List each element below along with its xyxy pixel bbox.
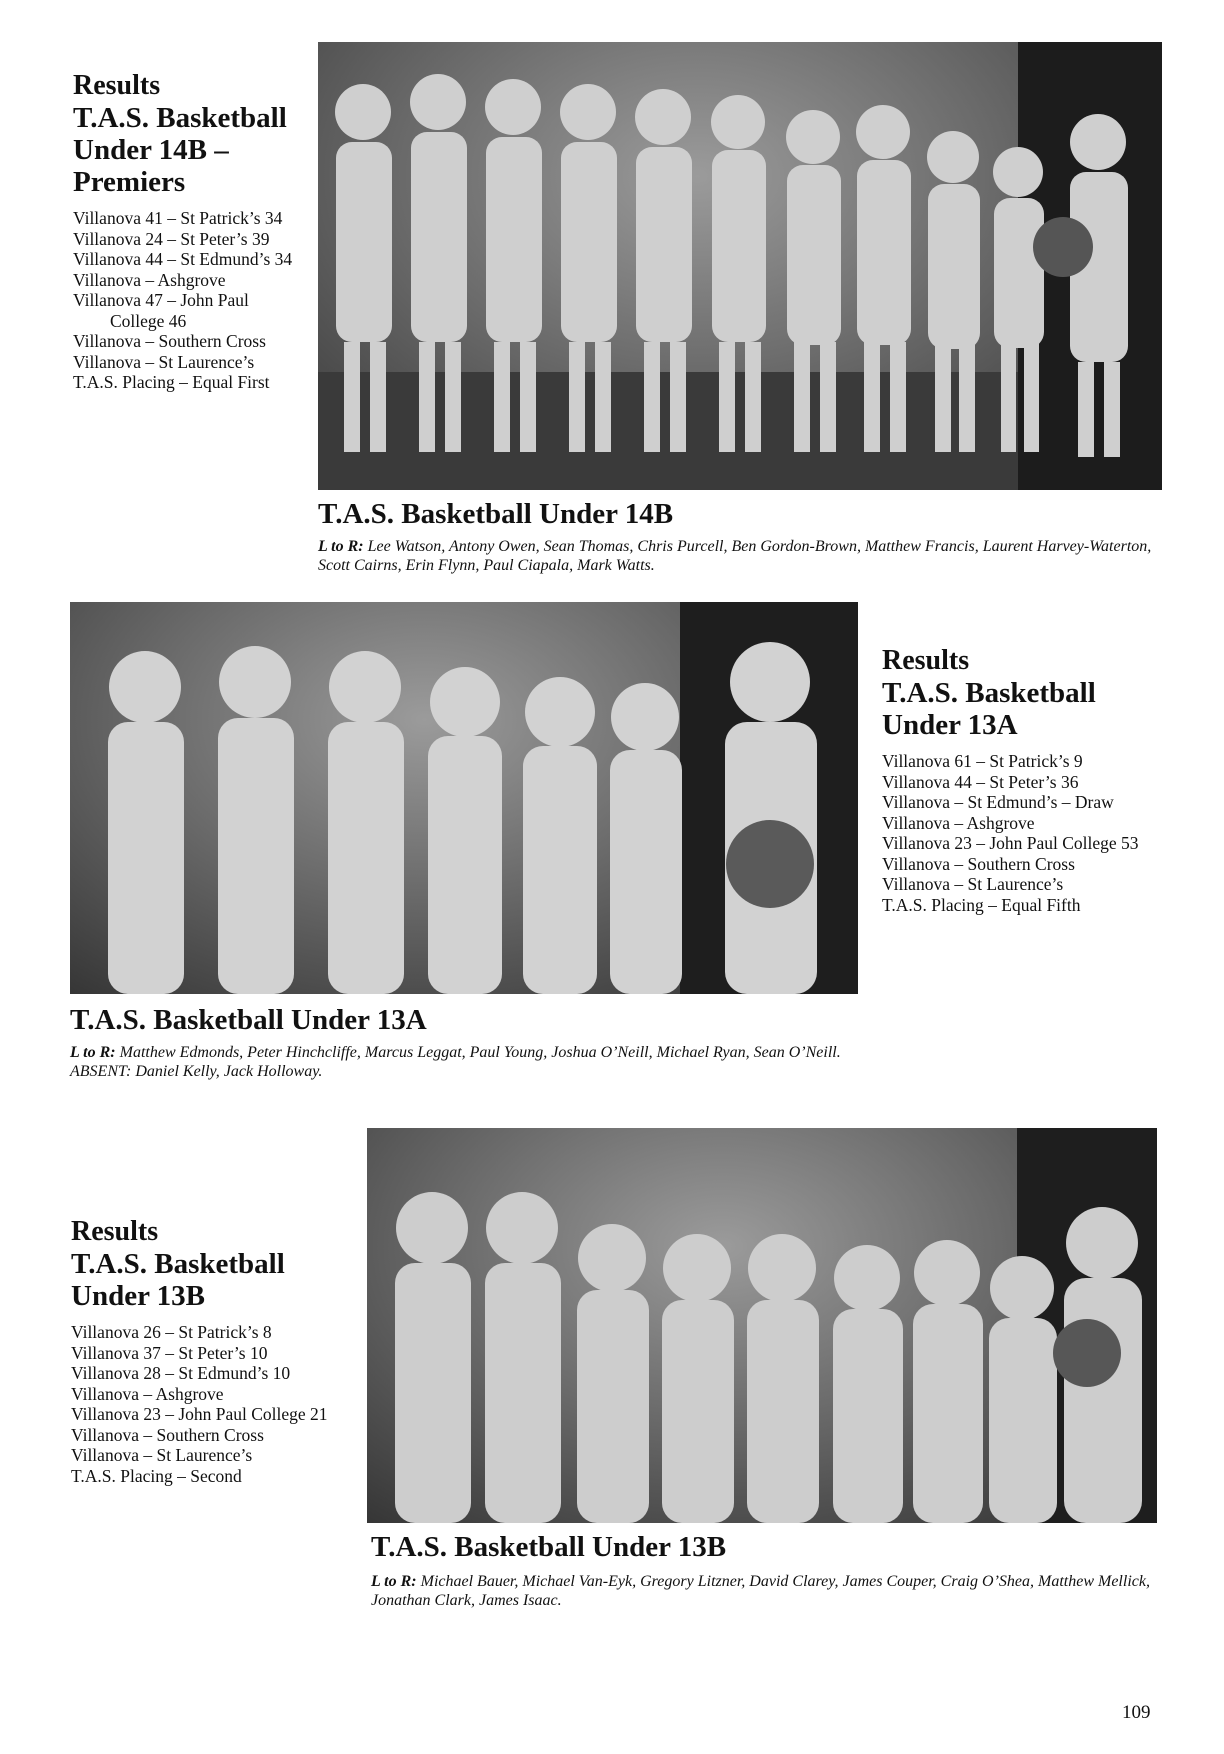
result-item: Villanova 44 – St Peter’s 36 <box>882 771 1079 792</box>
result-item: T.A.S. Placing – Equal First <box>73 372 270 392</box>
result-item: Villanova – St Laurence’s <box>73 351 255 372</box>
result-item: Villanova 28 – St Edmund’s 10 <box>71 1363 291 1383</box>
results-title: T.A.S. Basketball Under 13A <box>882 677 1096 741</box>
caption-names: Michael Bauer, Michael Van-Eyk, Gregory Litzner, David Clarey, James Couper, Craig O’Shea, Matthew Mellick, Jonathan Clark, James Isaac. <box>371 1573 1150 1609</box>
caption-names: Lee Watson, Antony Owen, Sean Thomas, Chris Purcell, Ben Gordon-Brown, Matthew Francis, Laurent Harvey-Waterton, Scott Cairns, Erin Flynn, Paul Ciapala, Mark Watts. <box>318 538 1152 574</box>
results-heading: Results <box>71 1216 159 1247</box>
results-heading: Results <box>73 70 161 101</box>
absent-names: Daniel Kelly, Jack Holloway. <box>135 1063 323 1080</box>
results-block-13b <box>71 1216 351 1486</box>
team-photo-14b <box>318 42 1162 490</box>
result-item: Villanova 23 – John Paul College 21 <box>71 1404 328 1424</box>
results-title: T.A.S. Basketball Under 13B <box>71 1248 285 1312</box>
result-item: Villanova – Ashgrove <box>71 1383 224 1404</box>
caption-names-14b <box>318 537 1162 575</box>
caption-lead: L to R: <box>371 1573 417 1590</box>
result-item: Villanova – St Laurence’s <box>71 1445 253 1465</box>
result-item: Villanova 44 – St Edmund’s 34 <box>73 249 293 269</box>
team-photo-13a-figures <box>70 602 858 994</box>
results-heading: Results <box>882 645 970 676</box>
caption-title-13a: T.A.S. Basketball Under 13A <box>70 1004 427 1036</box>
result-item: Villanova – Southern Cross <box>71 1424 264 1445</box>
results-list <box>73 208 303 393</box>
result-item: Villanova – Ashgrove <box>73 269 226 290</box>
result-item: Villanova – St Edmund’s – Draw <box>882 792 1114 812</box>
team-photo-14b-figures <box>318 42 1162 490</box>
page-number: 109 <box>1122 1702 1151 1723</box>
caption-names: Matthew Edmonds, Peter Hinchcliffe, Marcus Leggat, Paul Young, Joshua O’Neill, Michael Ryan, Sean O’Neill. <box>119 1044 841 1061</box>
result-item: Villanova – Southern Cross <box>882 853 1075 874</box>
result-item: Villanova 23 – John Paul College 53 <box>882 833 1139 853</box>
results-list <box>882 751 1142 915</box>
caption-lead: L to R: <box>70 1044 116 1061</box>
caption-names-13a <box>70 1043 870 1081</box>
result-item: T.A.S. Placing – Equal Fifth <box>882 894 1081 915</box>
team-photo-13b-figures <box>367 1128 1157 1523</box>
result-item: Villanova – Ashgrove <box>882 812 1035 833</box>
team-photo-13a <box>70 602 858 994</box>
result-item: Villanova – St Laurence’s <box>882 874 1064 894</box>
caption-title-13b: T.A.S. Basketball Under 13B <box>371 1531 727 1563</box>
result-item: Villanova – Southern Cross <box>73 331 266 351</box>
result-item: Villanova 41 – St Patrick’s 34 <box>73 208 283 228</box>
results-block-13a <box>882 645 1142 915</box>
results-title: T.A.S. Basketball Under 14B – Premiers <box>73 102 287 198</box>
result-item: T.A.S. Placing – Second <box>71 1465 242 1486</box>
result-item: Villanova 26 – St Patrick’s 8 <box>71 1322 272 1342</box>
caption-title-14b: T.A.S. Basketball Under 14B <box>318 498 674 530</box>
results-list <box>71 1322 351 1486</box>
team-photo-13b <box>367 1128 1157 1523</box>
result-item: Villanova 37 – St Peter’s 10 <box>71 1342 268 1363</box>
result-item: Villanova 24 – St Peter’s 39 <box>73 228 270 249</box>
caption-names-13b <box>371 1572 1161 1610</box>
absent-lead: ABSENT: <box>70 1063 132 1080</box>
caption-lead: L to R: <box>318 538 364 555</box>
result-item: Villanova 61 – St Patrick’s 9 <box>882 751 1083 771</box>
result-item: Villanova 47 – John Paul College 46 <box>73 290 249 331</box>
results-block-14b <box>73 70 303 393</box>
